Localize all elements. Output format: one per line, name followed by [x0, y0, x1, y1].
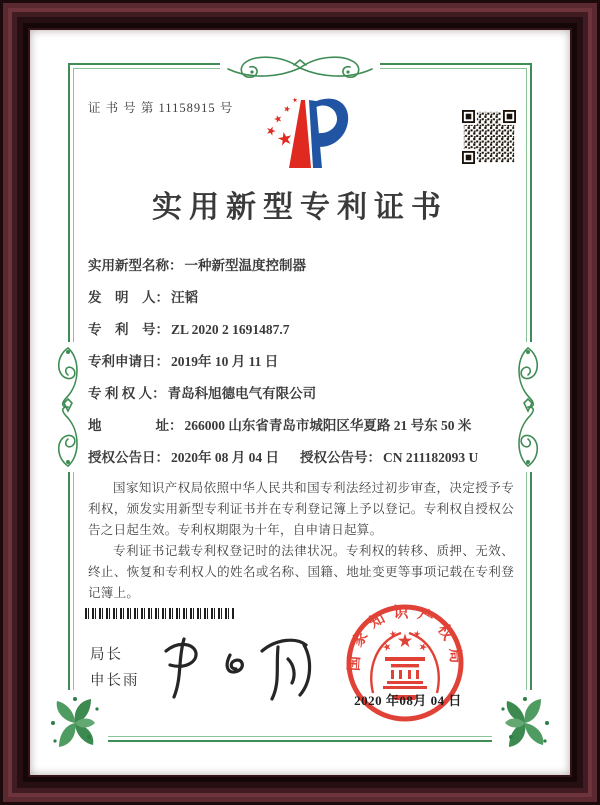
- field-label: 专利申请日：: [88, 354, 169, 369]
- seal-date: 2020 年08月 04 日: [354, 693, 462, 708]
- field-row-name: [88, 256, 512, 288]
- cnipa-logo-icon: [252, 88, 352, 180]
- floral-bottom-right-icon: [492, 690, 558, 756]
- field-label: 专 利 号：: [88, 322, 169, 337]
- grant-no-value: CN 211182093 U: [383, 450, 479, 465]
- field-label: 实用新型名称：: [88, 258, 183, 273]
- legal-paragraph-1: 国家知识产权局依照中华人民共和国专利法经过初步审查，决定授予专利权，颁发实用新型专利证书并在专利登记簿上予以登记。专利权自授权公告之日起生效。专利权期限为十年，自申请日起算。: [88, 481, 514, 537]
- signer-name: 申长雨: [90, 673, 140, 689]
- field-list: [88, 256, 512, 480]
- field-row-patentee: [88, 384, 512, 416]
- certificate-number: 证 书 号 第 11158915 号: [88, 101, 234, 115]
- certificate-title: 实用新型专利证书: [152, 191, 448, 224]
- qr-code: [462, 110, 516, 164]
- barcode: [85, 608, 235, 619]
- scroll-right-icon: [508, 342, 548, 472]
- floral-bottom-left-icon: [42, 690, 108, 756]
- legal-paragraph-2: 专利证书记载专利权登记时的法律状况。专利权的转移、质押、无效、终止、恢复和专利权人的姓名或名称、国籍、地址变更等事项记载在专利登记簿上。: [88, 544, 514, 600]
- field-value: 2019年 10 月 11 日: [171, 354, 279, 369]
- field-value: ZL 2020 2 1691487.7: [171, 322, 290, 337]
- field-value: 青岛科旭德电气有限公司: [167, 386, 317, 401]
- field-label: 发 明 人：: [88, 290, 169, 305]
- signer-title: 局长: [90, 647, 123, 663]
- field-value: 汪韬: [171, 290, 198, 305]
- field-row-inventor: [88, 288, 512, 320]
- signature-icon: [150, 625, 320, 705]
- legal-text: [88, 478, 514, 604]
- field-row-filing-date: [88, 352, 512, 384]
- field-row-patent-no: [88, 320, 512, 352]
- grant-date-label: 授权公告日：: [88, 450, 169, 465]
- flourish-top-icon: [220, 52, 380, 84]
- field-value: 266000 山东省青岛市城阳区华夏路 21 号东 50 米: [184, 418, 472, 433]
- field-row-grant: [88, 448, 512, 480]
- field-value: 一种新型温度控制器: [184, 258, 306, 273]
- grant-no-label: 授权公告号：: [300, 450, 381, 465]
- certificate-paper: [30, 30, 570, 775]
- field-label: 专 利 权 人：: [88, 386, 166, 401]
- field-label: 地 址：: [88, 418, 183, 433]
- seal-text: 国家知识产权局: [345, 604, 465, 672]
- grant-date-value: 2020年 08 月 04 日: [171, 450, 279, 465]
- field-row-address: [88, 416, 512, 448]
- scroll-left-icon: [48, 342, 88, 472]
